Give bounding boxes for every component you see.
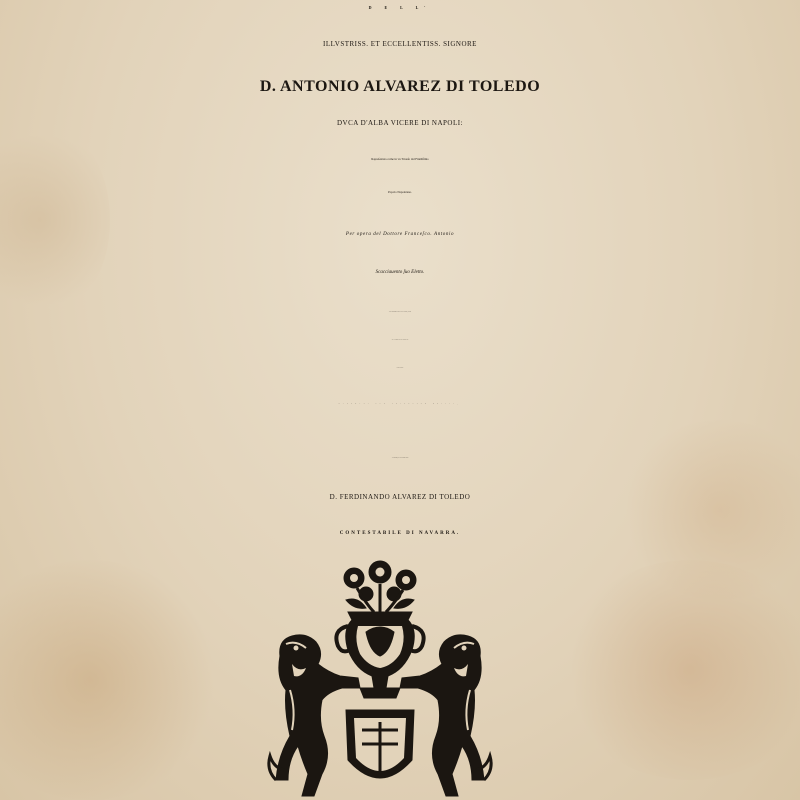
title-line-gouerno: del ſuo Gouerno. bbox=[396, 368, 404, 369]
title-line-giugno: à 23. di Giugno 1629. per il ſettimo Anno bbox=[391, 340, 409, 341]
title-line-ferdinando: D. FERDINANDO ALVAREZ DI TOLEDO bbox=[329, 493, 471, 501]
title-line-popolo: Popolo Napoletano. bbox=[388, 190, 412, 194]
title-line-contestabile: CONTESTABILE DI NAVARRA. bbox=[339, 531, 461, 536]
title-line-scacciauento: Scacciauento ſuo Eletto. bbox=[375, 270, 425, 275]
printer-device-icon bbox=[262, 560, 498, 800]
title-line-festa: Nella Pompoſiſſima Feſta di San Gio: Battiſta, celebrata bbox=[388, 312, 412, 313]
title-line-all-illustrissimo: All'Illuſtriſſimo, & Eccellentiſſimo Signor bbox=[391, 458, 409, 459]
title-line-per-opera: Per opera del Dottore Franceſco. Antonio bbox=[345, 232, 455, 237]
title-line-antonio-alvarez: D. ANTONIO ALVAREZ DI TOLEDO bbox=[259, 78, 541, 95]
flower-icon bbox=[344, 561, 416, 612]
title-line-dell: D E L L' bbox=[368, 5, 432, 10]
title-line-duca-alba: DVCA D'ALBA VICERE DI NAPOLI: bbox=[336, 119, 464, 127]
title-line-rapresentata: Rapreſentata come in vn Trionſo dal Fideliſſimo bbox=[371, 157, 429, 161]
title-line-illustriss: ILLVSTRISS. ET ECCELLENTISS. SIGNORE bbox=[323, 40, 477, 48]
title-line-raccolta: RACCOLTA PER FRANCESCO ORILIA, bbox=[338, 404, 462, 405]
